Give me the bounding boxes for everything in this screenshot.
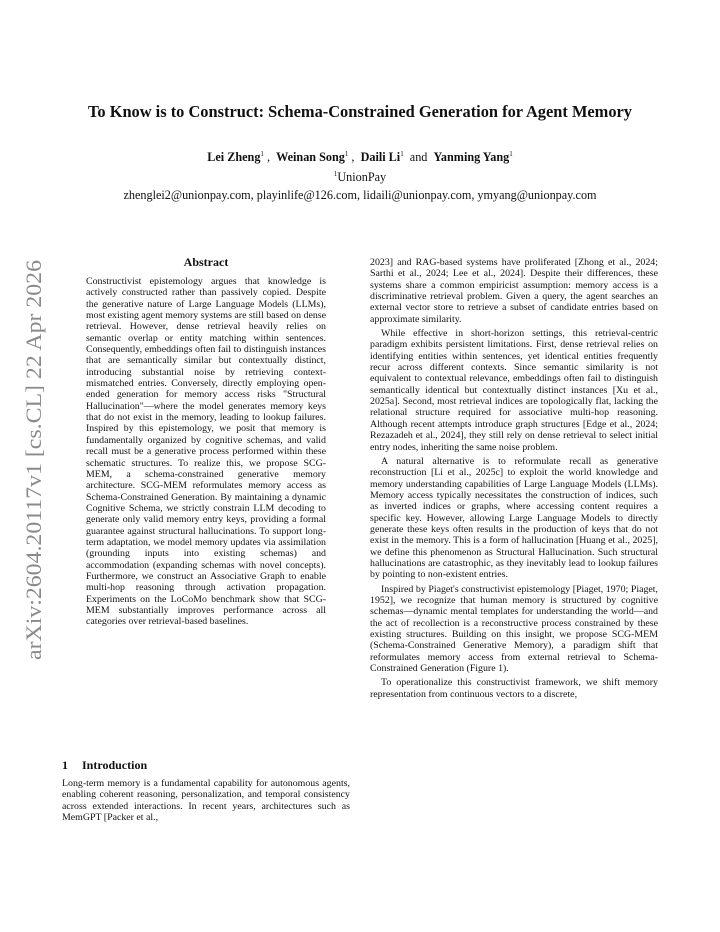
affiliation-mark: 1 [333, 169, 338, 178]
affiliation-mark: 1 [260, 149, 264, 158]
body-paragraph: 2023] and RAG-based systems have proliferated [Zhong et al., 2024; Sarthi et al., 2024; Lee et al., 2024]. Despite their differences, these systems share a common empiricist assumption: memory access is a discriminative retrieval problem. Given a query, the agent searches an external vector store to retrieve a subset of candidate entries based on approximate similarity. [370, 257, 658, 325]
abstract-heading: Abstract [183, 255, 229, 269]
body-paragraph: While effective in short-horizon settings, this retrieval-centric paradigm exhibits persistent limitations. First, dense retrieval relies on identifying entities within sentences, yet identical entities frequently recur across different contexts. Since semantic similarity is not equivalent to contextual relevance, embeddings often fail to distinguish semantically identical but contextually distinct instances [Xu et al., 2025a]. Second, most retrieval indices are topologically flat, lacking the relational structure required for associative multi-hop reasoning. Although recent attempts introduce graph structures [Edge et al., 2024; Rezazadeh et al., 2024], they still rely on dense retrieval to select initial entry nodes, inheriting the same noise problem. [370, 328, 658, 453]
intro-paragraph: Long-term memory is a fundamental capability for autonomous agents, enabling coherent reasoning, personalization, and temporal consistency across extended interactions. In recent years, architectures such as MemGPT [Packer et al., [62, 778, 350, 823]
paper-title: To Know is to Construct: Schema-Constrained Generation for Agent Memory [87, 102, 633, 121]
section-number: 1 [62, 758, 68, 772]
section-title: Introduction [82, 758, 148, 772]
affiliation-name: UnionPay [337, 170, 387, 184]
affiliation-mark: 1 [344, 149, 349, 158]
author-list: Lei Zheng$^1$ , Weinan Song$^1$ , Daili Li$^1$ and Yanming Yang$^1$ [207, 149, 513, 164]
body-paragraph: A natural alternative is to reformulate recall as generative reconstruction [Li et al., 2025c] to exploit the world knowledge and memory understanding capabilities of Large Language Models (LLMs). Memory access typically necessitates the construction of indices, such as inverted indices or graphs, where accessing content requires a specific key. However, allowing Large Language Models to directly generate these keys often results in the production of keys that do not exist in the memory. This is a form of hallucination [Huang et al., 2025], we define this phenomenon as Structural Hallucination. Such structural hallucinations are catastrophic, as they inevitably lead to lookup failures by pointing to non-existent entries. [370, 455, 658, 581]
section-heading [62, 758, 147, 773]
affiliation-mark: 1 [400, 149, 404, 158]
body-paragraph: To operationalize this constructivist framework, we shift memory representation from continuous vectors to a discrete, [370, 677, 658, 700]
arxiv-stamp-text: arXiv:2604.20117v1 [cs.CL] 22 Apr 2026 [21, 282, 46, 660]
abstract-text: Constructivist epistemology argues that knowledge is actively constructed rather than passively copied. Despite the generative nature of Large Language Models (LLMs), most existing agent memory systems are still based on dense retrieval. However, dense retrieval heavily relies on semantic overlap or entity matching within sentences. Consequently, embeddings often fail to distinguish instances that are semantically similar but contextually distinct, introducing substantial noise by retrieving context-mismatched entries. Conversely, directly employing open-ended generation for memory access risks "Structural Hallucination"—where the model generates memory keys that do not exist in the memory, leading to lookup failures. Inspired by this epistemology, we posit that memory is fundamentally organized by cognitive schemas, and valid recall must be a generative process performed within these schematic structures. To realize this, we propose SCG-MEM, a schema-constrained generative memory architecture. SCG-MEM reformulates memory access as Schema-Constrained Generation. By maintaining a dynamic Cognitive Schema, we strictly constrain LLM decoding to generate only valid memory entry keys, providing a formal guarantee against structural hallucinations. To support long-term adaptation, we model memory updates via assimilation (grounding inputs into existing schemas) and accommodation (expanding schemas with novel concepts). Furthermore, we construct an Associative Graph to enable multi-hop reasoning through activation propagation. Experiments on the LoCoMo benchmark show that SCG-MEM substantially improves performance across all categories over retrieval-based baselines. [86, 276, 326, 628]
affiliation-mark: 1 [509, 149, 513, 158]
author-and: and [409, 150, 428, 164]
body-paragraph: Inspired by Piaget's constructivist epistemology [Piaget, 1970; Piaget, 1952], we recognize that human memory is structured by cognitive schemas—dynamic mental templates for understanding the world—and the act of recollection is a reconstructive process constrained by these existing structures. Building on this insight, we propose SCG-MEM (Schema-Constrained Generative Memory), a paradigm shift that reformulates memory access from external retrieval to Schema-Constrained Generation (Figure 1). [370, 583, 658, 675]
author-name: Lei Zheng [207, 150, 261, 164]
author-name: Weinan Song [276, 150, 345, 164]
arxiv-side-stamp [5, 250, 53, 670]
author-emails: zhenglei2@unionpay.com, playinlife@126.com, lidaili@unionpay.com, ymyang@unionpay.com [123, 188, 597, 202]
author-name: Yanming Yang [433, 150, 510, 164]
affiliation [0, 170, 720, 185]
right-column [370, 257, 658, 703]
author-name: Daili Li [360, 150, 401, 164]
